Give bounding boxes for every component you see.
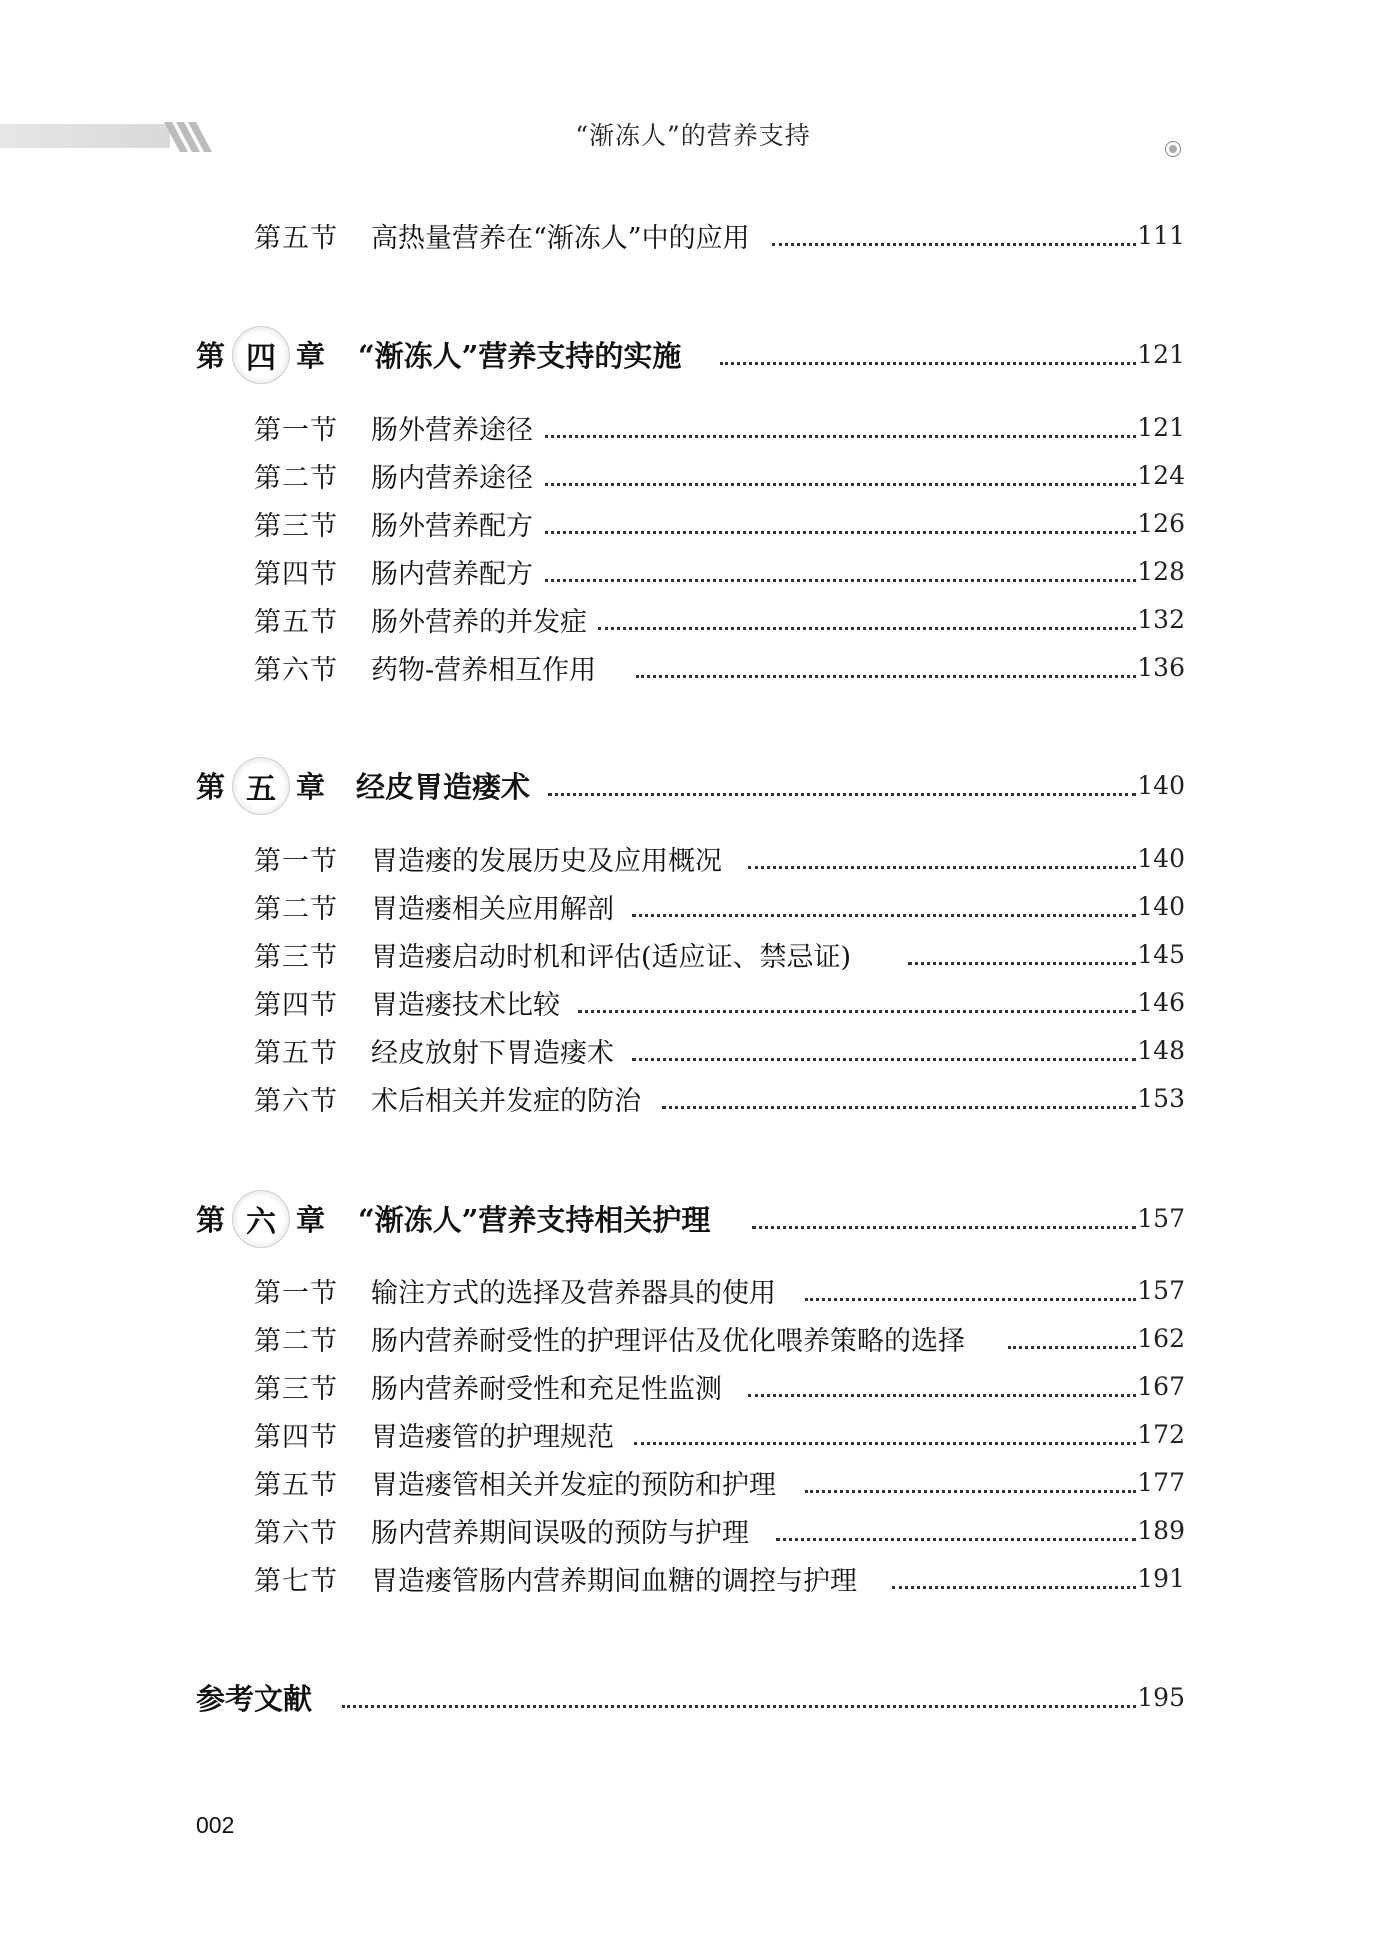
page-number: 124 xyxy=(1137,460,1185,490)
section-title: 胃造瘘的发展历史及应用概况 xyxy=(371,845,722,877)
leader-dots xyxy=(776,1498,1136,1541)
toc-section-entry[interactable] xyxy=(0,1510,1386,1550)
page-number: 157 xyxy=(1137,1275,1185,1305)
page-number: 111 xyxy=(1137,220,1185,250)
page-number: 128 xyxy=(1137,556,1185,586)
section-number: 第五节 xyxy=(254,1469,338,1501)
leader-dots xyxy=(545,491,1136,534)
section-number: 第三节 xyxy=(254,1373,338,1405)
toc-section-entry[interactable] xyxy=(0,1558,1386,1598)
toc-section-entry[interactable] xyxy=(0,551,1386,591)
leader-dots xyxy=(748,1354,1136,1397)
toc-section-entry[interactable] xyxy=(0,647,1386,687)
toc-chapter-entry[interactable] xyxy=(0,765,1386,805)
leader-dots xyxy=(892,1546,1136,1589)
page-number: 121 xyxy=(1137,412,1185,442)
page-number: 140 xyxy=(1137,770,1185,800)
toc-section-entry[interactable] xyxy=(0,838,1386,878)
chapter-suffix: 章 xyxy=(296,769,326,804)
chapter-title: 经皮胃造瘘术 xyxy=(356,769,531,804)
chapter-numeral-badge: 六 xyxy=(232,1190,290,1248)
leader-dots xyxy=(632,1018,1136,1061)
toc-section-entry[interactable] xyxy=(0,886,1386,926)
section-number: 第二节 xyxy=(254,1325,338,1357)
chapter-title: “渐冻人”营养支持相关护理 xyxy=(358,1202,711,1237)
toc-section-entry[interactable] xyxy=(0,215,1386,255)
section-title: 肠外营养途径 xyxy=(371,414,533,446)
toc-section-entry[interactable] xyxy=(0,407,1386,447)
page-folio-number: 002 xyxy=(196,1812,235,1838)
section-title: 肠内营养耐受性和充足性监测 xyxy=(371,1373,722,1405)
section-number: 第一节 xyxy=(254,845,338,877)
section-title: 高热量营养在“渐冻人”中的应用 xyxy=(371,222,750,254)
section-title: 胃造瘘管相关并发症的预防和护理 xyxy=(371,1469,776,1501)
section-title: 肠内营养耐受性的护理评估及优化喂养策略的选择 xyxy=(371,1325,965,1357)
toc-section-entry[interactable] xyxy=(0,982,1386,1022)
section-number: 第五节 xyxy=(254,1037,338,1069)
section-title: 药物-营养相互作用 xyxy=(371,654,597,686)
section-number: 第四节 xyxy=(254,1421,338,1453)
section-number: 第五节 xyxy=(254,606,338,638)
leader-dots xyxy=(772,203,1136,246)
leader-dots xyxy=(720,322,1136,365)
section-number: 第六节 xyxy=(254,1517,338,1549)
section-title: 输注方式的选择及营养器具的使用 xyxy=(371,1277,776,1309)
chapter-prefix: 第 xyxy=(196,1202,226,1237)
chapter-prefix: 第 xyxy=(196,769,226,804)
leader-dots xyxy=(545,443,1136,486)
running-header-title: “渐冻人”的营养支持 xyxy=(575,121,811,150)
page-number: 167 xyxy=(1137,1371,1185,1401)
section-number: 第二节 xyxy=(254,893,338,925)
chapter-suffix: 章 xyxy=(296,338,326,373)
section-number: 第三节 xyxy=(254,510,338,542)
section-number: 第一节 xyxy=(254,414,338,446)
leader-dots xyxy=(578,970,1136,1013)
page-number: 140 xyxy=(1137,891,1185,921)
section-title: 胃造瘘相关应用解剖 xyxy=(371,893,614,925)
section-number: 第一节 xyxy=(254,1277,338,1309)
leader-dots xyxy=(908,922,1136,965)
toc-section-entry[interactable] xyxy=(0,934,1386,974)
leader-dots xyxy=(662,1066,1136,1109)
page-number: 191 xyxy=(1137,1563,1185,1593)
chapter-prefix: 第 xyxy=(196,338,226,373)
page-number: 157 xyxy=(1137,1203,1185,1233)
toc-section-entry[interactable] xyxy=(0,599,1386,639)
toc-section-entry[interactable] xyxy=(0,503,1386,543)
chapter-numeral-badge: 四 xyxy=(232,326,290,384)
leader-dots xyxy=(748,826,1136,869)
toc-references-entry[interactable] xyxy=(0,1677,1386,1717)
references-title: 参考文献 xyxy=(196,1681,313,1716)
leader-dots xyxy=(632,874,1136,917)
section-title: 肠内营养配方 xyxy=(371,558,533,590)
page-number: 146 xyxy=(1137,987,1185,1017)
toc-section-entry[interactable] xyxy=(0,1414,1386,1454)
section-title: 肠内营养途径 xyxy=(371,462,533,494)
leader-dots xyxy=(598,587,1136,630)
toc-section-entry[interactable] xyxy=(0,455,1386,495)
section-title: 胃造瘘管肠内营养期间血糖的调控与护理 xyxy=(371,1565,857,1597)
page-number: 145 xyxy=(1137,939,1185,969)
chapter-suffix: 章 xyxy=(296,1202,326,1237)
section-number: 第三节 xyxy=(254,941,338,973)
page-number: 195 xyxy=(1137,1682,1185,1712)
page-number: 121 xyxy=(1137,339,1185,369)
leader-dots xyxy=(805,1450,1136,1493)
toc-section-entry[interactable] xyxy=(0,1366,1386,1406)
chapter-title: “渐冻人”营养支持的实施 xyxy=(358,338,682,373)
toc-section-entry[interactable] xyxy=(0,1078,1386,1118)
section-title: 胃造瘘启动时机和评估(适应证、禁忌证) xyxy=(371,941,852,973)
section-title: 肠外营养的并发症 xyxy=(371,606,587,638)
leader-dots xyxy=(752,1186,1136,1229)
section-title: 经皮放射下胃造瘘术 xyxy=(371,1037,614,1069)
leader-dots xyxy=(636,635,1136,678)
leader-dots xyxy=(548,753,1136,796)
section-number: 第七节 xyxy=(254,1565,338,1597)
page-number: 132 xyxy=(1137,604,1185,634)
toc-section-entry[interactable] xyxy=(0,1270,1386,1310)
toc-chapter-entry[interactable] xyxy=(0,1198,1386,1238)
page-number: 140 xyxy=(1137,843,1185,873)
page-number: 153 xyxy=(1137,1083,1185,1113)
page-number: 177 xyxy=(1137,1467,1185,1497)
section-number: 第四节 xyxy=(254,989,338,1021)
page-number: 172 xyxy=(1137,1419,1185,1449)
section-number: 第二节 xyxy=(254,462,338,494)
page-number: 189 xyxy=(1137,1515,1185,1545)
section-title: 胃造瘘技术比较 xyxy=(371,989,560,1021)
chapter-numeral-badge: 五 xyxy=(232,757,290,815)
leader-dots xyxy=(545,395,1136,438)
toc-section-entry[interactable] xyxy=(0,1030,1386,1070)
leader-dots xyxy=(1008,1306,1136,1349)
page-number: 136 xyxy=(1137,652,1185,682)
section-title: 术后相关并发症的防治 xyxy=(371,1085,641,1117)
page-number: 162 xyxy=(1137,1323,1185,1353)
leader-dots xyxy=(342,1665,1136,1708)
section-title: 肠外营养配方 xyxy=(371,510,533,542)
section-title: 肠内营养期间误吸的预防与护理 xyxy=(371,1517,749,1549)
page-number: 148 xyxy=(1137,1035,1185,1065)
header-ornament-icon xyxy=(1165,141,1181,157)
toc-section-entry[interactable] xyxy=(0,1318,1386,1358)
toc-section-entry[interactable] xyxy=(0,1462,1386,1502)
toc-chapter-entry[interactable] xyxy=(0,334,1386,374)
leader-dots xyxy=(805,1258,1136,1301)
section-number: 第六节 xyxy=(254,654,338,686)
page-number: 126 xyxy=(1137,508,1185,538)
section-title: 胃造瘘管的护理规范 xyxy=(371,1421,614,1453)
leader-dots xyxy=(634,1402,1136,1445)
section-number: 第四节 xyxy=(254,558,338,590)
section-number: 第五节 xyxy=(254,222,338,254)
section-number: 第六节 xyxy=(254,1085,338,1117)
leader-dots xyxy=(545,539,1136,582)
